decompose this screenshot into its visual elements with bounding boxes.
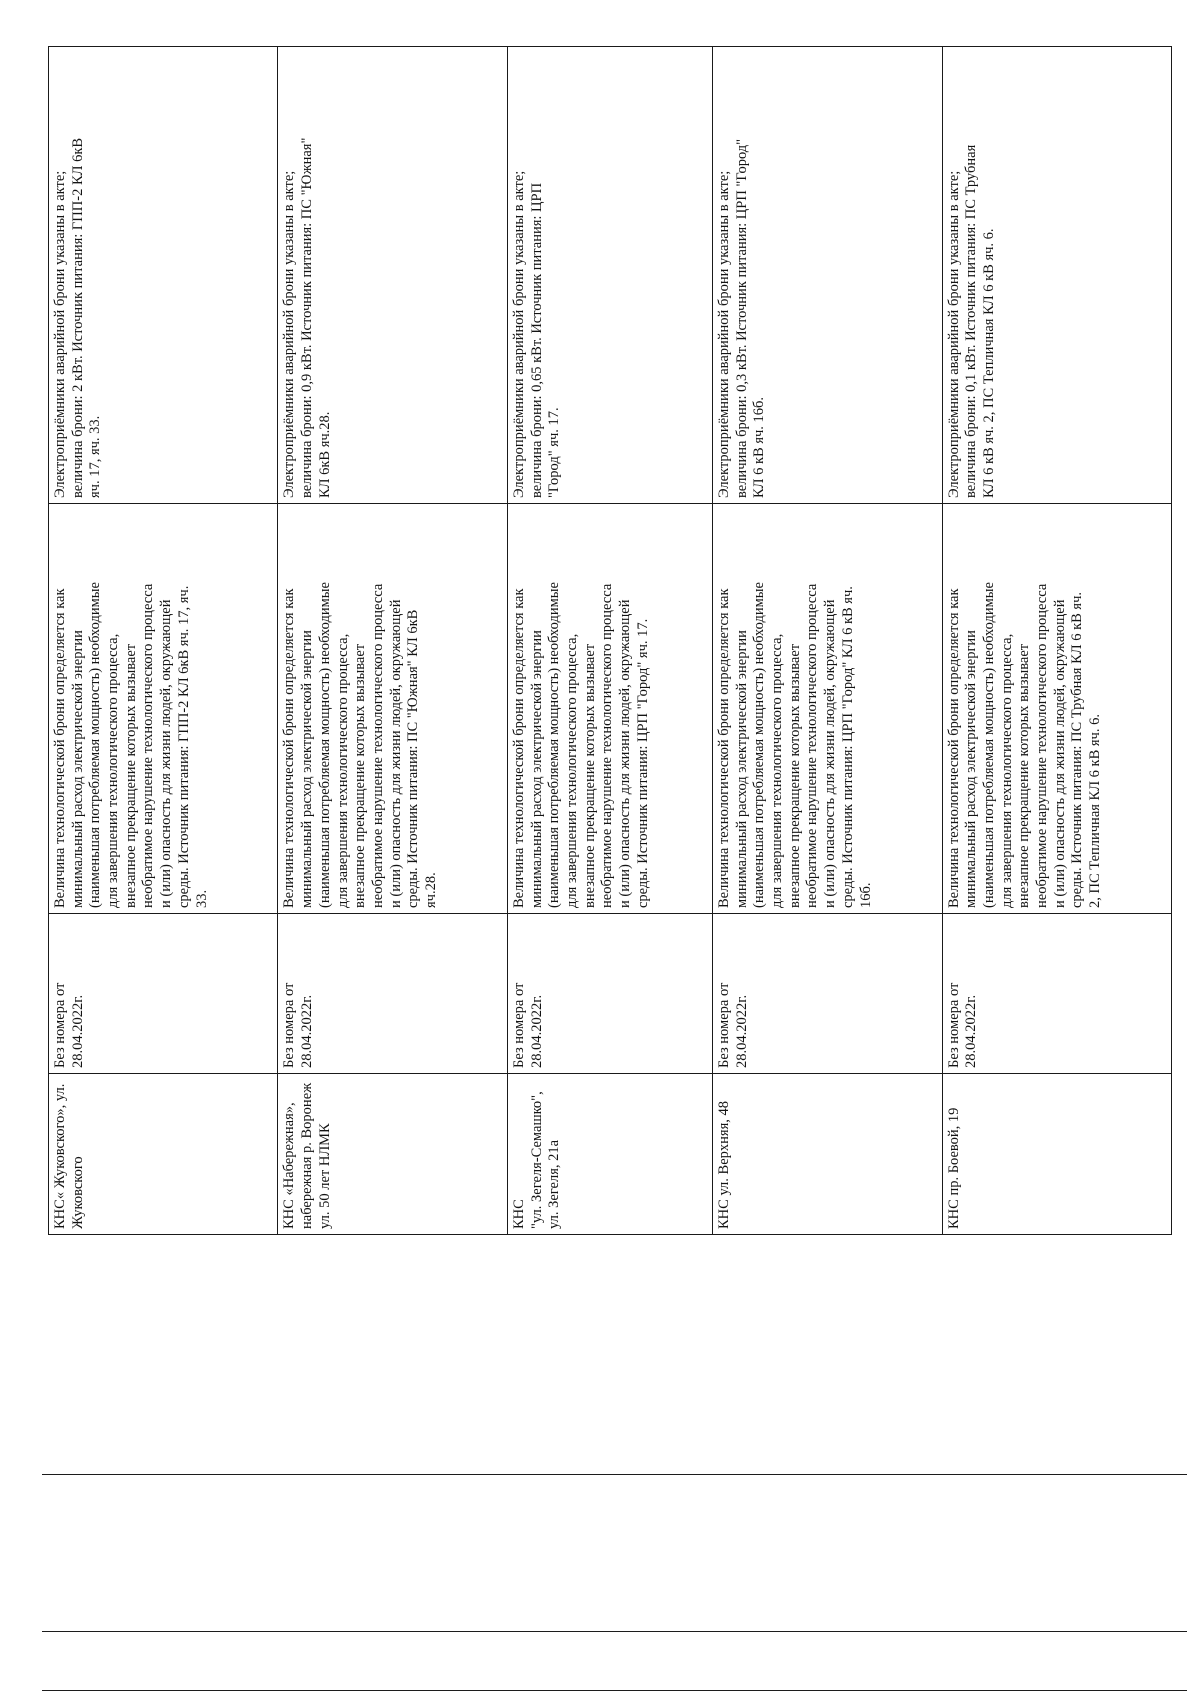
act-reference: Без номера от 28.04.2022г.	[52, 982, 86, 1068]
emergency-reserve-text: Электроприёмники аварийной брони указаны в акте; величина брони: 2 кВт. Источник питания: ГПП-2 КЛ 6кВ яч. 17, яч. 33.	[52, 137, 104, 498]
table-row	[507, 47, 712, 1235]
technological-reserve-cell	[942, 504, 1172, 914]
technological-reserve-cell	[278, 504, 507, 914]
object-cell	[278, 1074, 507, 1235]
act-reference: Без номера от 28.04.2022г.	[716, 982, 750, 1068]
technological-reserve-text: Величина технологической брони определяется как минимальный расход электрической энергии (наименьшая потребляемая мощность) необходимые для завершения технологического процесса, внезапное прекращение которых вызывает необратимое нарушение технологического процесса и (или) опасность для жизни людей, окружающей среды. Источник питания: ЦРП "Город" КЛ 6 кВ яч. 16б.	[716, 582, 874, 908]
object-cell	[713, 1074, 942, 1235]
act-cell	[507, 914, 712, 1074]
technological-reserve-text: Величина технологической брони определяется как минимальный расход электрической энергии (наименьшая потребляемая мощность) необходимые для завершения технологического процесса, внезапное прекращение которых вызывает необратимое нарушение технологического процесса и (или) опасность для жизни людей, окружающей среды. Источник питания: ГПП-2 КЛ 6кВ яч. 17, яч. 33.	[52, 582, 210, 908]
technological-reserve-text: Величина технологической брони определяется как минимальный расход электрической энергии (наименьшая потребляемая мощность) необходимые для завершения технологического процесса, внезапное прекращение которых вызывает необратимое нарушение технологического процесса и (или) опасность для жизни людей, окружающей среды. Источник питания: ПС Трубная КЛ 6 кВ яч. 2, ПС Тепличная КЛ 6 кВ яч. 6.	[945, 582, 1103, 908]
act-cell	[278, 914, 507, 1074]
object-cell	[942, 1074, 1172, 1235]
emergency-reserve-cell	[713, 47, 942, 504]
act-reference: Без номера от 28.04.2022г.	[945, 982, 980, 1068]
emergency-reserve-cell	[278, 47, 507, 504]
emergency-reserve-cell	[49, 47, 278, 504]
rotated-table-container	[48, 47, 1172, 1235]
object-cell	[507, 1074, 712, 1235]
table-row	[713, 47, 942, 1235]
technological-reserve-text: Величина технологической брони определяется как минимальный расход электрической энергии (наименьшая потребляемая мощность) необходимые для завершения технологического процесса, внезапное прекращение которых вызывает необратимое нарушение технологического процесса и (или) опасность для жизни людей, окружающей среды. Источник питания: ПС "Южная" КЛ 6кВ яч.28.	[281, 582, 439, 908]
technological-reserve-cell	[507, 504, 712, 914]
act-cell	[713, 914, 942, 1074]
object-name: КНС пр. Боевой, 19	[945, 1107, 962, 1229]
emergency-reserve-text: Электроприёмники аварийной брони указаны в акте; величина брони: 0,9 кВт. Источник питания: ПС "Южная" КЛ 6кВ яч.28.	[281, 137, 333, 498]
act-cell	[942, 914, 1172, 1074]
power-reservation-table	[48, 46, 1172, 1235]
horizontal-rule	[42, 1690, 1187, 1691]
emergency-reserve-cell	[942, 47, 1172, 504]
object-cell	[49, 1074, 278, 1235]
table-row	[942, 47, 1172, 1235]
emergency-reserve-text: Электроприёмники аварийной брони указаны в акте; величина брони: 0,1 кВт. Источник питания: ПС Трубная КЛ 6 кВ яч. 2, ПС Тепличная КЛ 6 кВ яч. 6.	[945, 144, 997, 498]
technological-reserve-text: Величина технологической брони определяется как минимальный расход электрической энергии (наименьшая потребляемая мощность) необходимые для завершения технологического процесса, внезапное прекращение которых вызывает необратимое нарушение технологического процесса и (или) опасность для жизни людей, окружающей среды. Источник питания: ЦРП "Город" яч. 17.	[510, 582, 651, 908]
object-name: КНС "ул. Зегеля-Семашко", ул. Зегеля, 21а	[510, 1091, 563, 1229]
object-name: КНС« Жуковского», ул. Жуковского	[52, 1083, 86, 1229]
table-row	[49, 47, 278, 1235]
act-reference: Без номера от 28.04.2022г.	[281, 982, 316, 1068]
emergency-reserve-cell	[507, 47, 712, 504]
emergency-reserve-text: Электроприёмники аварийной брони указаны в акте; величина брони: 0,65 кВт. Источник питания: ЦРП "Город" яч. 17.	[510, 170, 563, 498]
object-name: КНС ул. Верхняя, 48	[716, 1101, 733, 1229]
horizontal-rule	[42, 1631, 1187, 1632]
act-reference: Без номера от 28.04.2022г.	[510, 982, 545, 1068]
technological-reserve-cell	[49, 504, 278, 914]
technological-reserve-cell	[713, 504, 942, 914]
table-row	[278, 47, 507, 1235]
act-cell	[49, 914, 278, 1074]
emergency-reserve-text: Электроприёмники аварийной брони указаны в акте; величина брони: 0,3 кВт. Источник питания: ЦРП "Город" КЛ 6 кВ яч. 16б.	[716, 138, 768, 498]
object-name: КНС «Набережная», набережная р. Воронеж ул. 50 лет НЛМК	[281, 1082, 333, 1229]
horizontal-rule	[42, 1474, 1187, 1475]
